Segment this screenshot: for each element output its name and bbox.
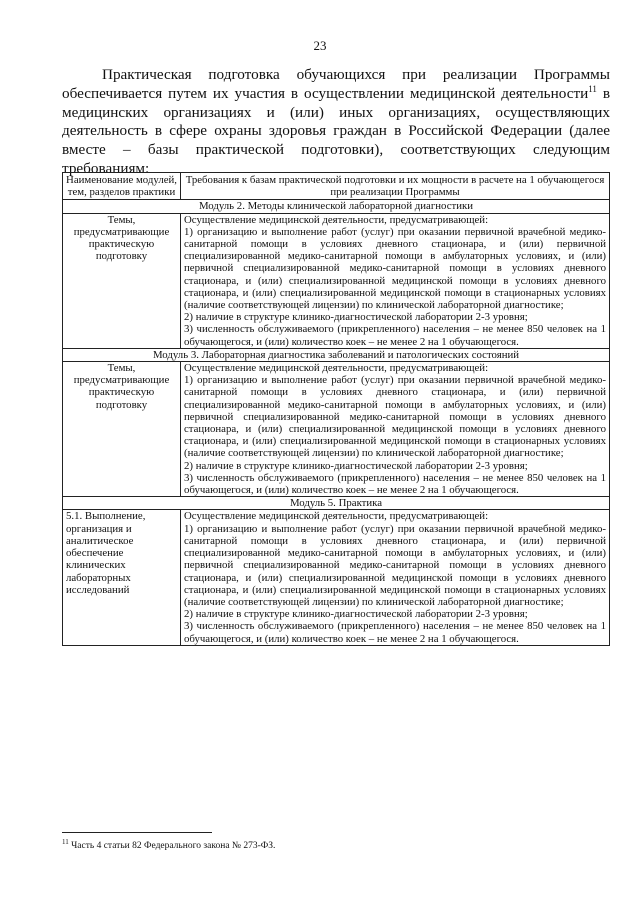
topic-cell: 5.1. Выполнение, организация и аналитическое обеспечение клинических лабораторных исследований	[63, 510, 181, 645]
footnote-divider	[62, 832, 212, 833]
requirement-line: Осуществление медицинской деятельности, предусматривающей:	[184, 213, 489, 226]
requirements-cell	[181, 510, 610, 645]
requirements-cell	[181, 213, 610, 348]
requirement-line: 3) численность обслуживаемого (прикрепленного) населения – не менее 850 человек на 1 обучающегося, и (или) количество коек – не менее 2 на 1 обучающегося.	[184, 620, 606, 645]
intro-text: Практическая подготовка обучающихся при реализации Программы обеспечивается путем их участия в осуществлении медицинской деятельности	[62, 66, 610, 102]
table-header-row	[63, 173, 610, 200]
requirement-line: 2) наличие в структуре клинико-диагностической лаборатории 2-3 уровня;	[184, 608, 528, 621]
requirement-line: 1) организацию и выполнение работ (услуг) при оказании первичной врачебной медико-санитарной помощи в условиях дневного стационара, и (или) первичной специализированной медико-санитарной помощи в амбулаторных условиях, и (или) первичной специализированной медико-санитарной помощи в условиях дневного стационара, и (или) специализированной медицинской помощи в условиях дневного стационара, и (или) специализированной медицинской помощи в стационарных условиях (наличие соответствующей лицензии) по клинической лабораторной диагностике;	[184, 374, 606, 460]
table-row	[63, 510, 610, 645]
header-modules: Наименование модулей, тем, разделов практики	[63, 173, 181, 200]
footnote-number: 11	[62, 838, 69, 846]
requirement-line: 1) организацию и выполнение работ (услуг) при оказании первичной врачебной медико-санитарной помощи в условиях дневного стационара, и (или) первичной специализированной медико-санитарной помощи в амбулаторных условиях, и (или) первичной специализированной медико-санитарной помощи в условиях дневного стационара, и (или) специализированной медицинской помощи в условиях дневного стационара, и (или) специализированной медицинской помощи в стационарных условиях (наличие соответствующей лицензии) по клинической лабораторной диагностике;	[184, 225, 606, 312]
topic-cell: Темы, предусматривающие практическую подготовку	[63, 362, 181, 497]
requirement-line: Осуществление медицинской деятельности, предусматривающей:	[184, 362, 489, 375]
requirement-line: 3) численность обслуживаемого (прикрепленного) населения – не менее 850 человек на 1 обучающегося, и (или) количество коек – не менее 2 на 1 обучающегося.	[184, 471, 606, 497]
topic-cell: Темы, предусматривающие практическую подготовку	[63, 213, 181, 348]
requirement-line: 2) наличие в структуре клинико-диагностической лаборатории 2-3 уровня;	[184, 311, 528, 324]
requirement-line: 2) наличие в структуре клинико-диагностической лаборатории 2-3 уровня;	[184, 459, 528, 472]
table-row	[63, 213, 610, 348]
intro-paragraph	[62, 66, 610, 179]
intro-text-continued: в медицинских организациях и (или) иных организациях, осуществляющих деятельность в сфере охраны здоровья граждан в Российской Федерации (далее вместе – базы практической подготовки), соответствующих следующим требованиям:	[62, 84, 610, 177]
module-title: Модуль 5. Практика	[63, 497, 610, 510]
module-row	[63, 348, 610, 361]
module-title: Модуль 3. Лабораторная диагностика заболеваний и патологических состояний	[63, 348, 610, 361]
requirement-line: 3) численность обслуживаемого (прикрепленного) населения – не менее 850 человек на 1 обучающегося, и (или) количество коек – не менее 2 на 1 обучающегося.	[184, 323, 606, 348]
module-title: Модуль 2. Методы клинической лабораторной диагностики	[63, 200, 610, 213]
requirements-table	[62, 172, 610, 646]
module-row	[63, 200, 610, 213]
requirements-cell	[181, 362, 610, 497]
footnote-text: Часть 4 статьи 82 Федерального закона № 273-ФЗ.	[68, 841, 276, 852]
table-row	[63, 362, 610, 497]
module-row	[63, 497, 610, 510]
requirement-line: 1) организацию и выполнение работ (услуг) при оказании первичной врачебной медико-санитарной помощи в условиях дневного стационара, и (или) первичной специализированной медико-санитарной помощи в амбулаторных условиях, и (или) первичной специализированной медико-санитарной помощи в условиях дневного стационара, и (или) специализированной медицинской помощи в условиях дневного стационара, и (или) специализированной медицинской помощи в стационарных условиях (наличие соответствующей лицензии) по клинической лабораторной диагностике;	[184, 522, 606, 608]
footnote	[62, 838, 275, 851]
footnote-reference: 11	[588, 83, 597, 94]
page-number: 23	[313, 38, 327, 53]
requirement-line: Осуществление медицинской деятельности, предусматривающей:	[184, 510, 489, 523]
header-requirements: Требования к базам практической подготовки и их мощности в расчете на 1 обучающегося при реализации Программы	[181, 173, 610, 200]
